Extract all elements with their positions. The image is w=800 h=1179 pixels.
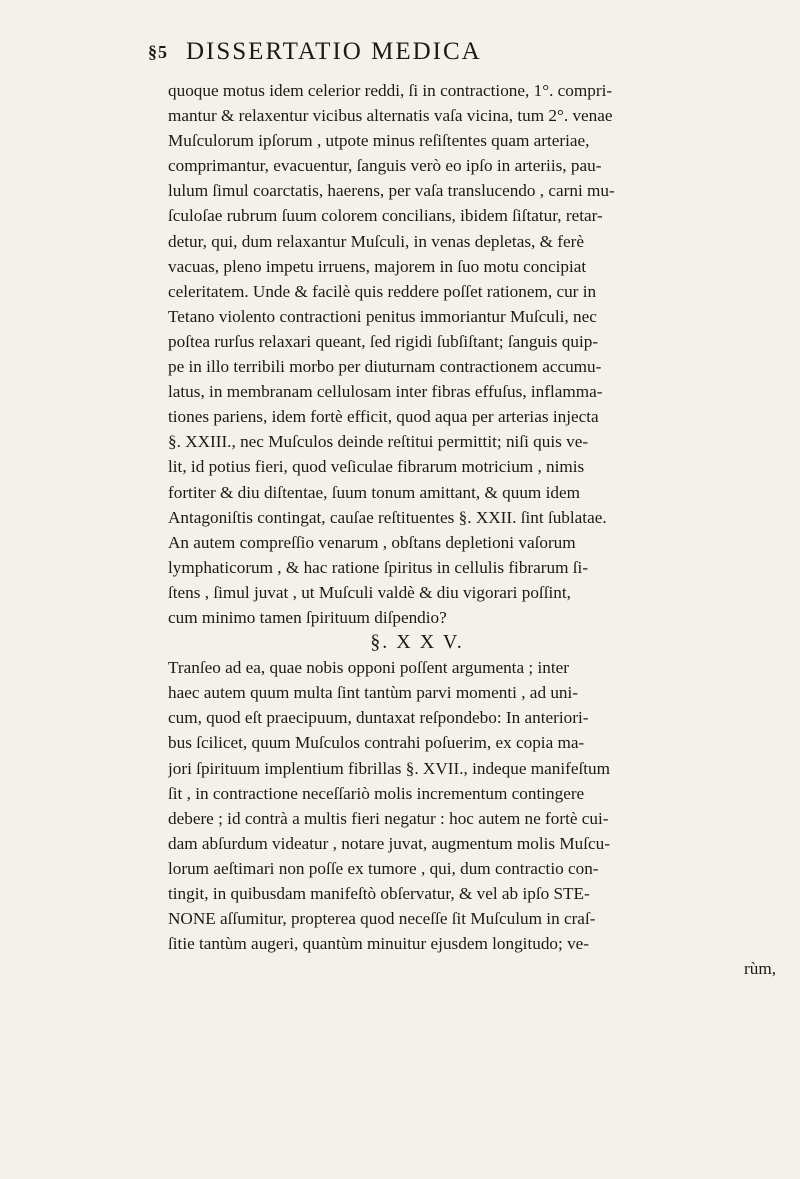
text-line: Tranſeo ad ea, quae nobis opponi poſſent argumenta ; inter [168,658,569,678]
page-number: §5 [148,42,168,62]
text-line: Tetano violento contractioni penitus immoriantur Muſculi, nec [168,306,597,326]
text-line: haec autem quum multa ſint tantùm parvi momenti , ad uni- [168,683,579,703]
text-line: lymphaticorum , & hac ratione ſpiritus in cellulis fibrarum ſi- [168,557,589,577]
text-line: fortiter & diu diſtentae, ſuum tonum amittant, & quum idem [168,482,580,502]
text-line: ſit , in contractione neceſſariò molis incrementum contingere [168,783,585,803]
running-title: DISSERTATIO MEDICA [186,38,482,65]
text-line: ſculoſae rubrum ſuum colorem concilians, ibidem ſiſtatur, retar- [168,206,603,226]
text-line: dam abſurdum videatur , notare juvat, augmentum molis Muſcu- [168,833,610,853]
text-line: pe in illo terribili morbo per diuturnam contractionem accumu- [168,357,602,377]
text-line: bus ſcilicet, quum Muſculos contrahi poſuerim, ex copia ma- [168,733,585,753]
text-line: An autem compreſſio venarum , obſtans depletioni vaſorum [168,532,576,552]
text-line: vacuas, pleno impetu irruens, majorem in ſuo motu concipiat [168,256,587,276]
text-line: tingit, in quibusdam manifeſtò obſervatur, & vel ab ipſo STE- [168,884,590,903]
text-line: tiones pariens, idem fortè efficit, quod aqua per arterias injecta [168,407,599,427]
text-line: lulum ſimul coarctatis, haerens, per vaſa translucendo , carni mu- [168,181,615,201]
text-line: cum minimo tamen ſpirituum diſpendio? [168,607,447,627]
text-line: §. XXIII., nec Muſculos deinde reſtitui permittit; niſi quis ve- [168,432,589,452]
text-line: celeritatem. Unde & facilè quis reddere poſſet rationem, cur in [168,281,597,301]
text-line: ſitie tantùm augeri, quantùm minuitur ejusdem longitudo; ve- [168,934,590,954]
text-line: Antagoniſtis contingat, cauſae reſtituentes §. XXII. ſint ſublatae. [168,507,607,527]
text-line: cum, quod eſt praecipuum, duntaxat reſpondebo: In anteriori- [168,708,589,728]
text-line: lorum aeſtimari non poſſe ex tumore , qui, dum contractio con- [168,858,599,878]
text-line: latus, in membranam cellulosam inter fibras effuſus, inflamma- [168,382,603,402]
text-line: Muſculorum ipſorum , utpote minus reſiſtentes quam arteriae, [168,131,590,151]
text-line: poſtea rurſus relaxari queant, ſed rigidi ſubſiſtant; ſanguis quip- [168,331,599,351]
body-text [168,78,776,981]
text-line: NONE aſſumitur, propterea quod neceſſe ſit Muſculum in craſ- [168,909,596,929]
page-header [148,38,788,72]
text-line: ſtens , ſimul juvat , ut Muſculi valdè & diu vigorari poſſint, [168,582,571,602]
text-line: mantur & relaxentur vicibus alternatis vaſa vicina, tum 2°. venae [168,106,613,126]
text-line: jori ſpirituum implentium fibrillas §. XVII., indeque manifeſtum [168,758,611,778]
section-heading: §. X X V. [370,631,464,654]
catchword: rùm, [744,959,776,979]
text-line: lit, id potius fieri, quod veſiculae fibrarum motricium , nimis [168,457,585,477]
text-line: comprimantur, evacuentur, ſanguis verò eo ipſo in arteriis, pau- [168,156,602,176]
text-line: quoque motus idem celerior reddi, ſi in contractione, 1°. compri- [168,81,613,100]
text-line: debere ; id contrà a multis fieri negatur : hoc autem ne fortè cui- [168,808,609,828]
text-line: detur, qui, dum relaxantur Muſculi, in venas depletas, & ferè [168,231,584,251]
